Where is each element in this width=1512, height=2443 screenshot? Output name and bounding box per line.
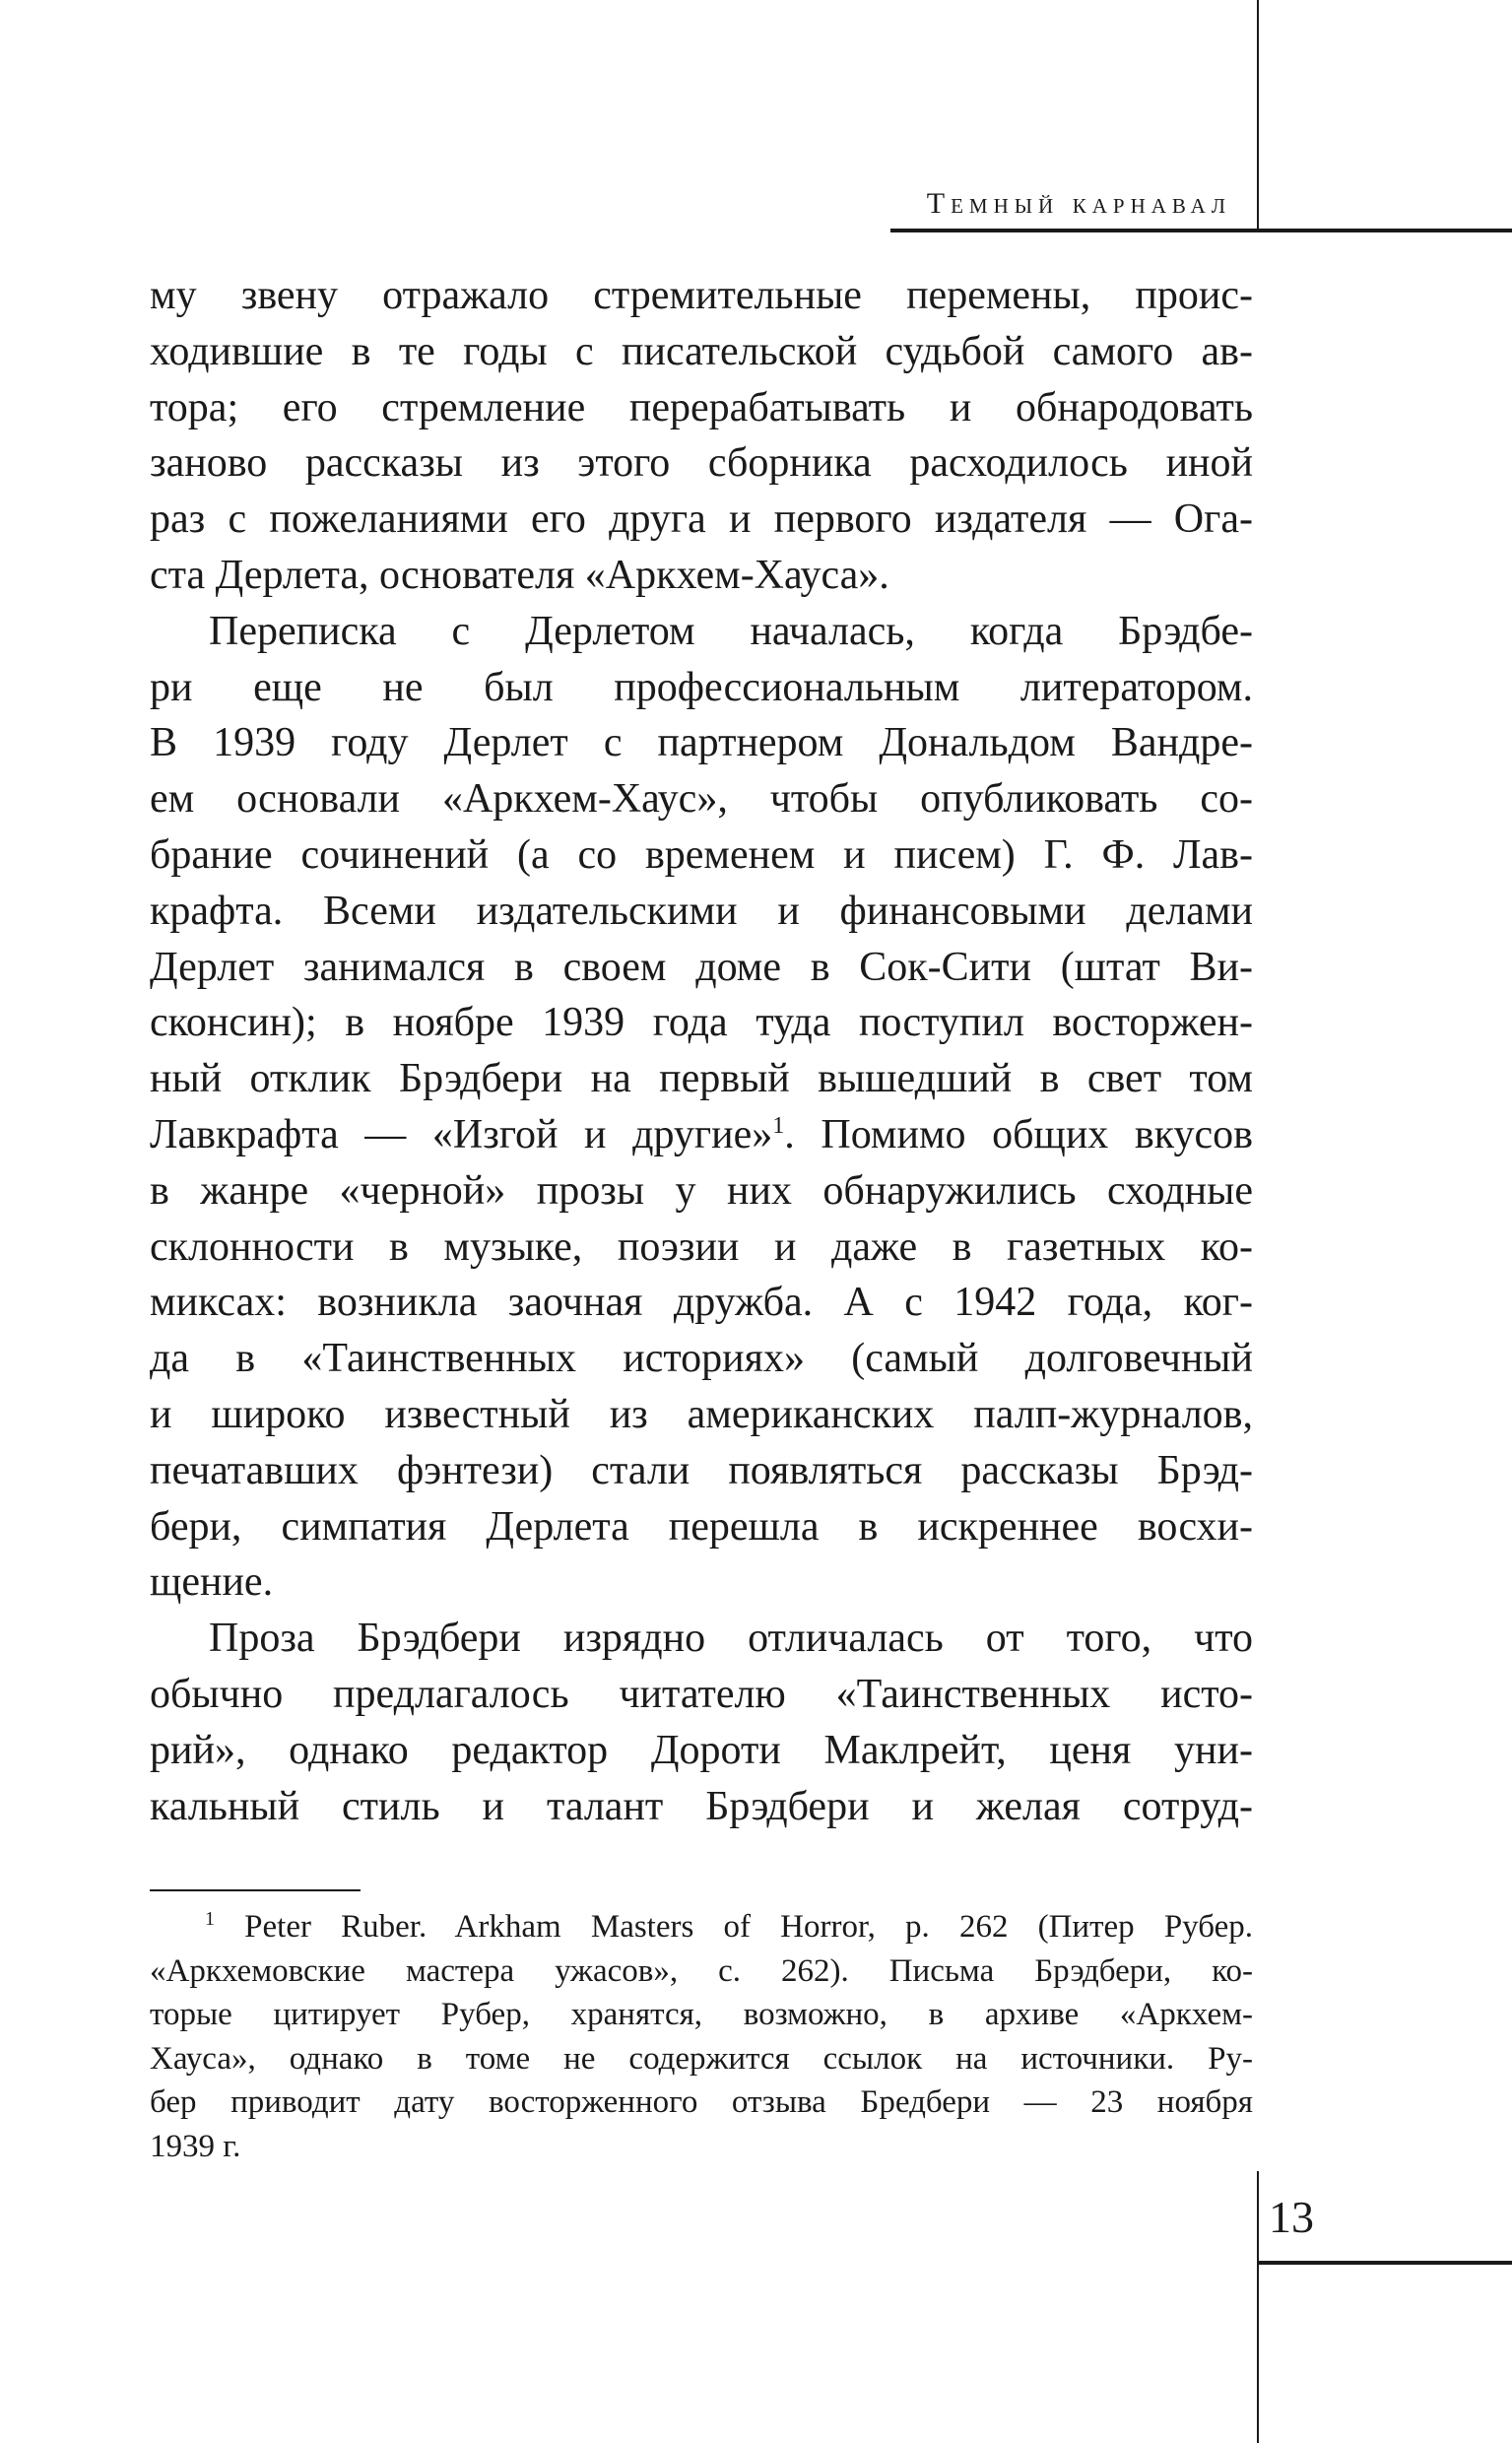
footnote-line: бер приводит дату восторженного отзыва Бредбери — 23 ноября: [150, 2084, 1253, 2121]
text-line: ри еще не был профессиональным литератором.: [150, 664, 1253, 710]
running-head: Темный карнавал: [926, 187, 1231, 220]
footnote-line: «Аркхемовские мастера ужасов», с. 262). Письма Брэдбери, ко-: [150, 1952, 1253, 1989]
paragraph-1: [150, 268, 1253, 604]
text-fragment: . Помимо общих вкусов: [784, 1111, 1253, 1157]
text-line: в жанре «черной» прозы у них обнаружились сходные: [150, 1167, 1253, 1214]
text-line: щение.: [150, 1559, 274, 1606]
text-line: заново рассказы из этого сборника расходилось иной: [150, 440, 1253, 487]
page-number: 13: [1269, 2192, 1314, 2242]
text-line: печатавших фэнтези) стали появляться рассказы Брэд-: [150, 1447, 1253, 1493]
folio-horizontal-rule: [1257, 2261, 1512, 2265]
text-line: кальный стиль и талант Брэдбери и желая сотруд-: [150, 1783, 1253, 1829]
text-fragment: Лавкрафта — «Изгой и другие»: [150, 1111, 773, 1157]
text-line: миксах: возникла заочная дружба. А с 1942 года, ког-: [150, 1280, 1253, 1326]
text-fragment: Peter Ruber. Arkham Masters of Horror, p. 262 (Питер Рубер.: [244, 1909, 1253, 1945]
text-line: ный отклик Брэдбери на первый вышедший в свет том: [150, 1056, 1253, 1102]
header-horizontal-rule: [890, 229, 1512, 232]
text-line: и широко известный из американских палп-журналов,: [150, 1391, 1253, 1437]
text-line: Проза Брэдбери изрядно отличалась от того, что: [209, 1616, 1253, 1662]
text-line: ходившие в те годы с писательской судьбой самого ав-: [150, 328, 1253, 374]
footnote-line: [150, 1905, 1253, 1949]
text-line: сконсин); в ноябре 1939 года туда поступил восторжен-: [150, 1000, 1253, 1046]
paragraph-2: [150, 604, 1253, 1611]
text-line: склонности в музыке, поэзии и даже в газетных ко-: [150, 1223, 1253, 1270]
header-vertical-rule: [1257, 0, 1259, 231]
text-line: рий», однако редактор Дороти Маклрейт, ценя уни-: [150, 1727, 1253, 1773]
text-line: раз с пожеланиями его друга и первого издателя — Ога-: [150, 496, 1253, 543]
footnote-line: Хауса», однако в томе не содержится ссылок на источники. Ру-: [150, 2040, 1253, 2077]
footnote: [150, 1905, 1253, 2169]
text-line: Дерлет занимался в своем доме в Сок-Сити (штат Ви-: [150, 944, 1253, 990]
footnote-ref[interactable]: 1: [772, 1112, 785, 1139]
footnote-line: 1939 г.: [150, 2128, 241, 2164]
footnote-line: торые цитирует Рубер, хранятся, возможно, в архиве «Аркхем-: [150, 1997, 1253, 2033]
text-line: обычно предлагалось читателю «Таинственных исто-: [150, 1671, 1253, 1717]
text-line: тора; его стремление перерабатывать и обнародовать: [150, 384, 1253, 430]
text-line: да в «Таинственных историях» (самый долговечный: [150, 1336, 1253, 1382]
text-line: бери, симпатия Дерлета перешла в искреннее восхи-: [150, 1503, 1253, 1550]
text-line: ем основали «Аркхем-Хаус», чтобы опубликовать со-: [150, 776, 1253, 823]
text-line: брание сочинений (а со временем и писем) Г. Ф. Лав-: [150, 831, 1253, 878]
footnote-number: 1: [205, 1908, 215, 1930]
main-text: [150, 268, 1253, 1834]
text-line-with-footnote-ref: [150, 1107, 1253, 1163]
folio-vertical-rule: [1257, 2171, 1259, 2443]
text-line: Переписка с Дерлетом началась, когда Брэдбе-: [209, 608, 1253, 654]
text-line: ста Дерлета, основателя «Аркхем-Хауса».: [150, 552, 889, 598]
text-line: крафта. Всеми издательскими и финансовыми делами: [150, 888, 1253, 934]
footnote-separator: [150, 1889, 361, 1891]
text-line: му звену отражало стремительные перемены, проис-: [150, 273, 1253, 318]
text-line: В 1939 году Дерлет с партнером Дональдом Вандре-: [150, 720, 1253, 766]
paragraph-3: [150, 1611, 1253, 1834]
